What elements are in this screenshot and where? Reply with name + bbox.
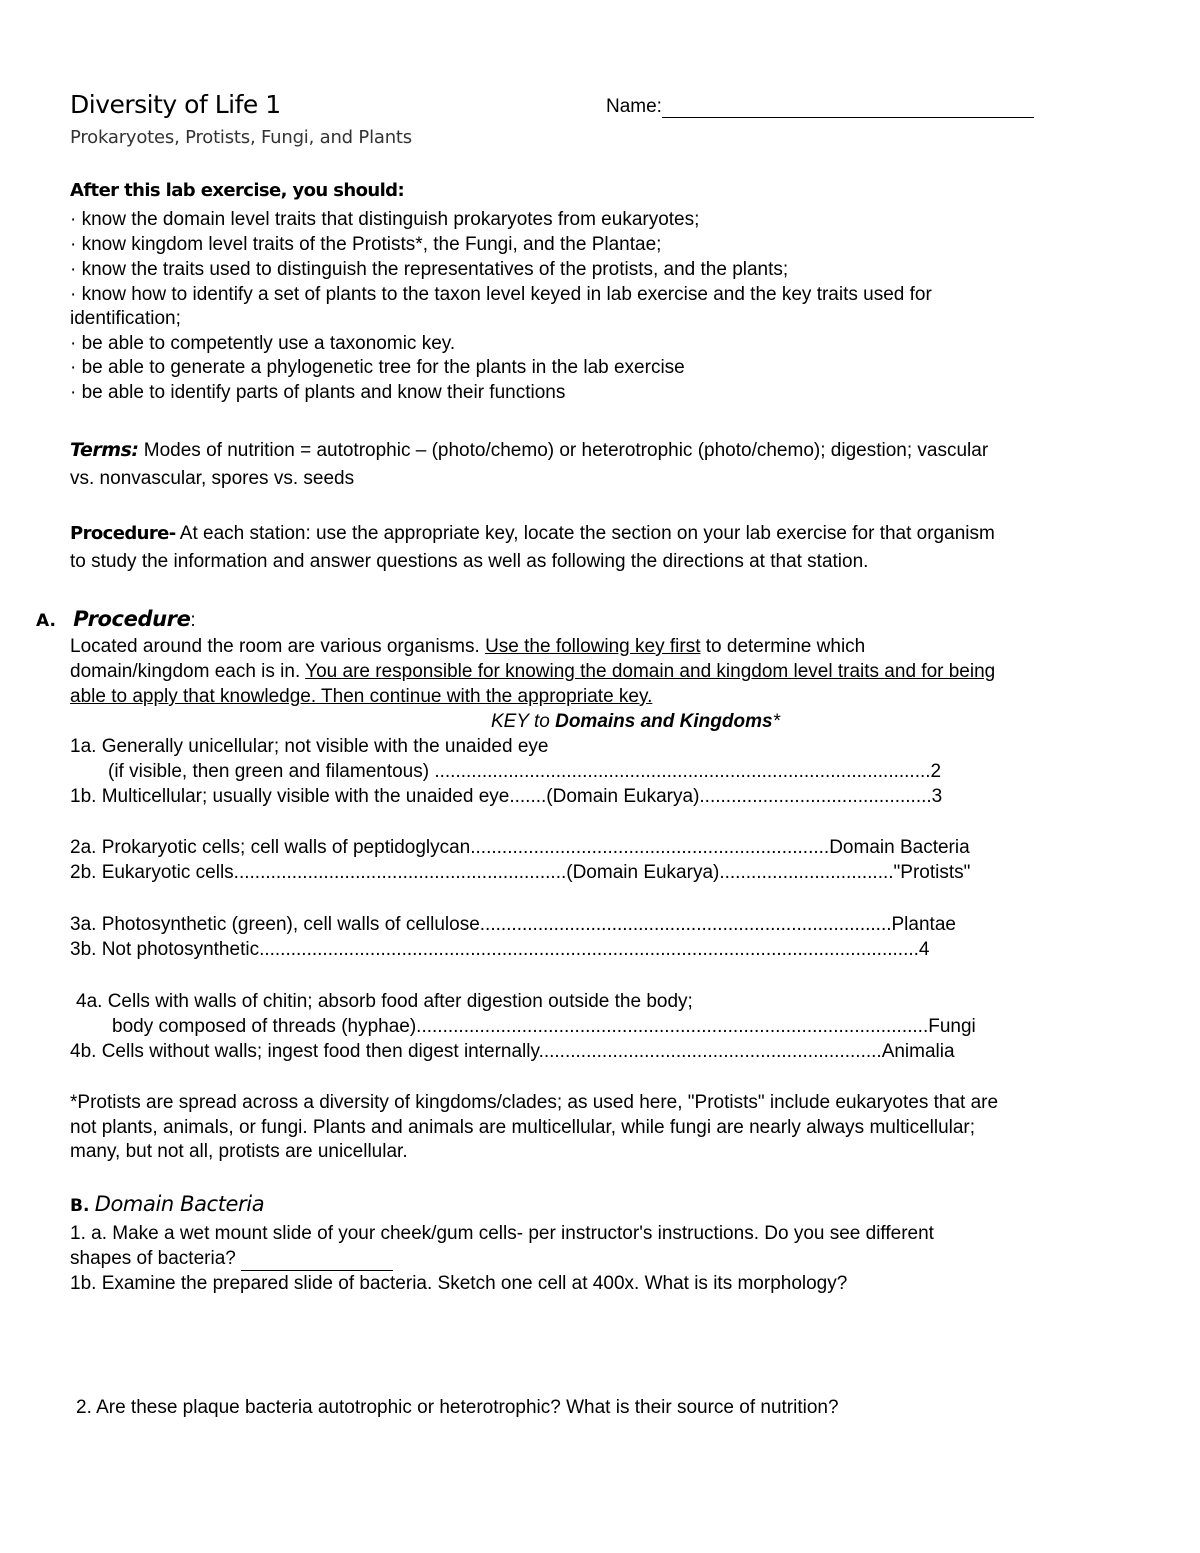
objective-item: · know the traits used to distinguish the representatives of the protists, and the plants; bbox=[70, 259, 789, 280]
key-entry: 4b. Cells without walls; ingest food then digest internally.................................................................Animalia bbox=[70, 1041, 955, 1062]
terms-text: Modes of nutrition = autotrophic – (photo/chemo) or heterotrophic (photo/chemo); digestion; vascular bbox=[138, 440, 989, 461]
terms-label: Terms: bbox=[70, 439, 139, 461]
answer-blank[interactable] bbox=[241, 1252, 393, 1271]
objective-item: · be able to identify parts of plants and know their functions bbox=[70, 382, 566, 403]
objective-item: · be able to generate a phylogenetic tree for the plants in the lab exercise bbox=[70, 357, 685, 378]
section-a-line-2 bbox=[70, 660, 995, 684]
key-entry: body composed of threads (hyphae).................................................................................................Fungi bbox=[112, 1016, 976, 1037]
question-1b: 1b. Examine the prepared slide of bacteria. Sketch one cell at 400x. What is its morphology? bbox=[70, 1273, 848, 1294]
key-entry: 1b. Multicellular; usually visible with the unaided eye.......(Domain Eukarya)............................................3 bbox=[70, 786, 943, 807]
section-b-letter: B. bbox=[70, 1196, 90, 1216]
section-b-heading bbox=[70, 1192, 264, 1217]
terms-line bbox=[70, 438, 988, 463]
objective-item: · know kingdom level traits of the Protists*, the Fungi, and the Plantae; bbox=[70, 234, 662, 255]
key-title-asterisk: * bbox=[772, 711, 780, 732]
section-a-underlined: Use the following key first bbox=[485, 636, 701, 657]
procedure-intro-label: Procedure- bbox=[70, 523, 176, 544]
section-a-line-1 bbox=[70, 635, 865, 659]
procedure-intro-line-2: to study the information and answer questions as well as following the directions at that station. bbox=[70, 551, 869, 572]
key-entry: 3a. Photosynthetic (green), cell walls of cellulose..............................................................................Plantae bbox=[70, 914, 956, 935]
objective-item: · be able to competently use a taxonomic key. bbox=[70, 333, 456, 354]
key-entry: 1a. Generally unicellular; not visible with the unaided eye bbox=[70, 736, 549, 757]
question-1a-text: shapes of bacteria? bbox=[70, 1248, 242, 1269]
name-blank-line[interactable] bbox=[662, 99, 1034, 118]
key-entry: 2a. Prokaryotic cells; cell walls of peptidoglycan....................................................................Domain Bacteria bbox=[70, 837, 970, 858]
objectives-heading: After this lab exercise, you should: bbox=[70, 180, 405, 201]
objective-item: identification; bbox=[70, 308, 181, 329]
footnote-line: not plants, animals, or fungi. Plants and animals are multicellular, while fungi are nearly always multicellular; bbox=[70, 1117, 976, 1138]
section-a-letter: A. bbox=[36, 611, 56, 631]
procedure-intro bbox=[70, 522, 995, 546]
terms-line-2: vs. nonvascular, spores vs. seeds bbox=[70, 468, 355, 489]
section-a-underlined: You are responsible for knowing the domain and kingdom level traits and for being bbox=[305, 661, 996, 682]
page-subtitle: Prokaryotes, Protists, Fungi, and Plants bbox=[70, 127, 412, 148]
section-a-heading bbox=[36, 607, 196, 632]
footnote-line: *Protists are spread across a diversity of kingdoms/clades; as used here, "Protists" include eukaryotes that are bbox=[70, 1092, 999, 1113]
procedure-intro-text: At each station: use the appropriate key, locate the section on your lab exercise for that organism bbox=[175, 523, 995, 544]
section-a-colon: : bbox=[190, 610, 196, 631]
question-1a-line-2 bbox=[70, 1247, 393, 1271]
footnote-line: many, but not all, protists are unicellular. bbox=[70, 1141, 408, 1162]
section-a-line-3: able to apply that knowledge. Then continue with the appropriate key. bbox=[70, 686, 653, 707]
key-entry: (if visible, then green and filamentous) ..............................................................................................2 bbox=[108, 761, 942, 782]
section-a-text: domain/kingdom each is in. bbox=[70, 661, 306, 682]
question-2: 2. Are these plaque bacteria autotrophic or heterotrophic? What is their source of nutrition? bbox=[76, 1397, 839, 1418]
section-a-text: to determine which bbox=[700, 636, 866, 657]
objective-item: · know the domain level traits that distinguish prokaryotes from eukaryotes; bbox=[70, 209, 700, 230]
section-a-text: Located around the room are various organisms. bbox=[70, 636, 486, 657]
section-a-title: Procedure bbox=[73, 607, 191, 631]
key-entry: 4a. Cells with walls of chitin; absorb food after digestion outside the body; bbox=[76, 991, 693, 1012]
name-label: Name: bbox=[606, 96, 662, 117]
key-title-prefix: KEY to bbox=[491, 711, 556, 732]
page-title: Diversity of Life 1 bbox=[70, 90, 281, 119]
key-title-main: Domains and Kingdoms bbox=[555, 711, 773, 732]
question-1a: 1. a. Make a wet mount slide of your cheek/gum cells- per instructor's instructions. Do you see different bbox=[70, 1223, 934, 1244]
key-title bbox=[491, 710, 780, 734]
key-entry: 2b. Eukaryotic cells...............................................................(Domain Eukarya)................................."Protists" bbox=[70, 862, 971, 883]
objective-item: · know how to identify a set of plants to the taxon level keyed in lab exercise and the key traits used for bbox=[70, 284, 932, 305]
section-b-title: Domain Bacteria bbox=[94, 1192, 265, 1216]
name-field[interactable] bbox=[606, 96, 1034, 118]
key-entry: 3b. Not photosynthetic.............................................................................................................................4 bbox=[70, 939, 930, 960]
